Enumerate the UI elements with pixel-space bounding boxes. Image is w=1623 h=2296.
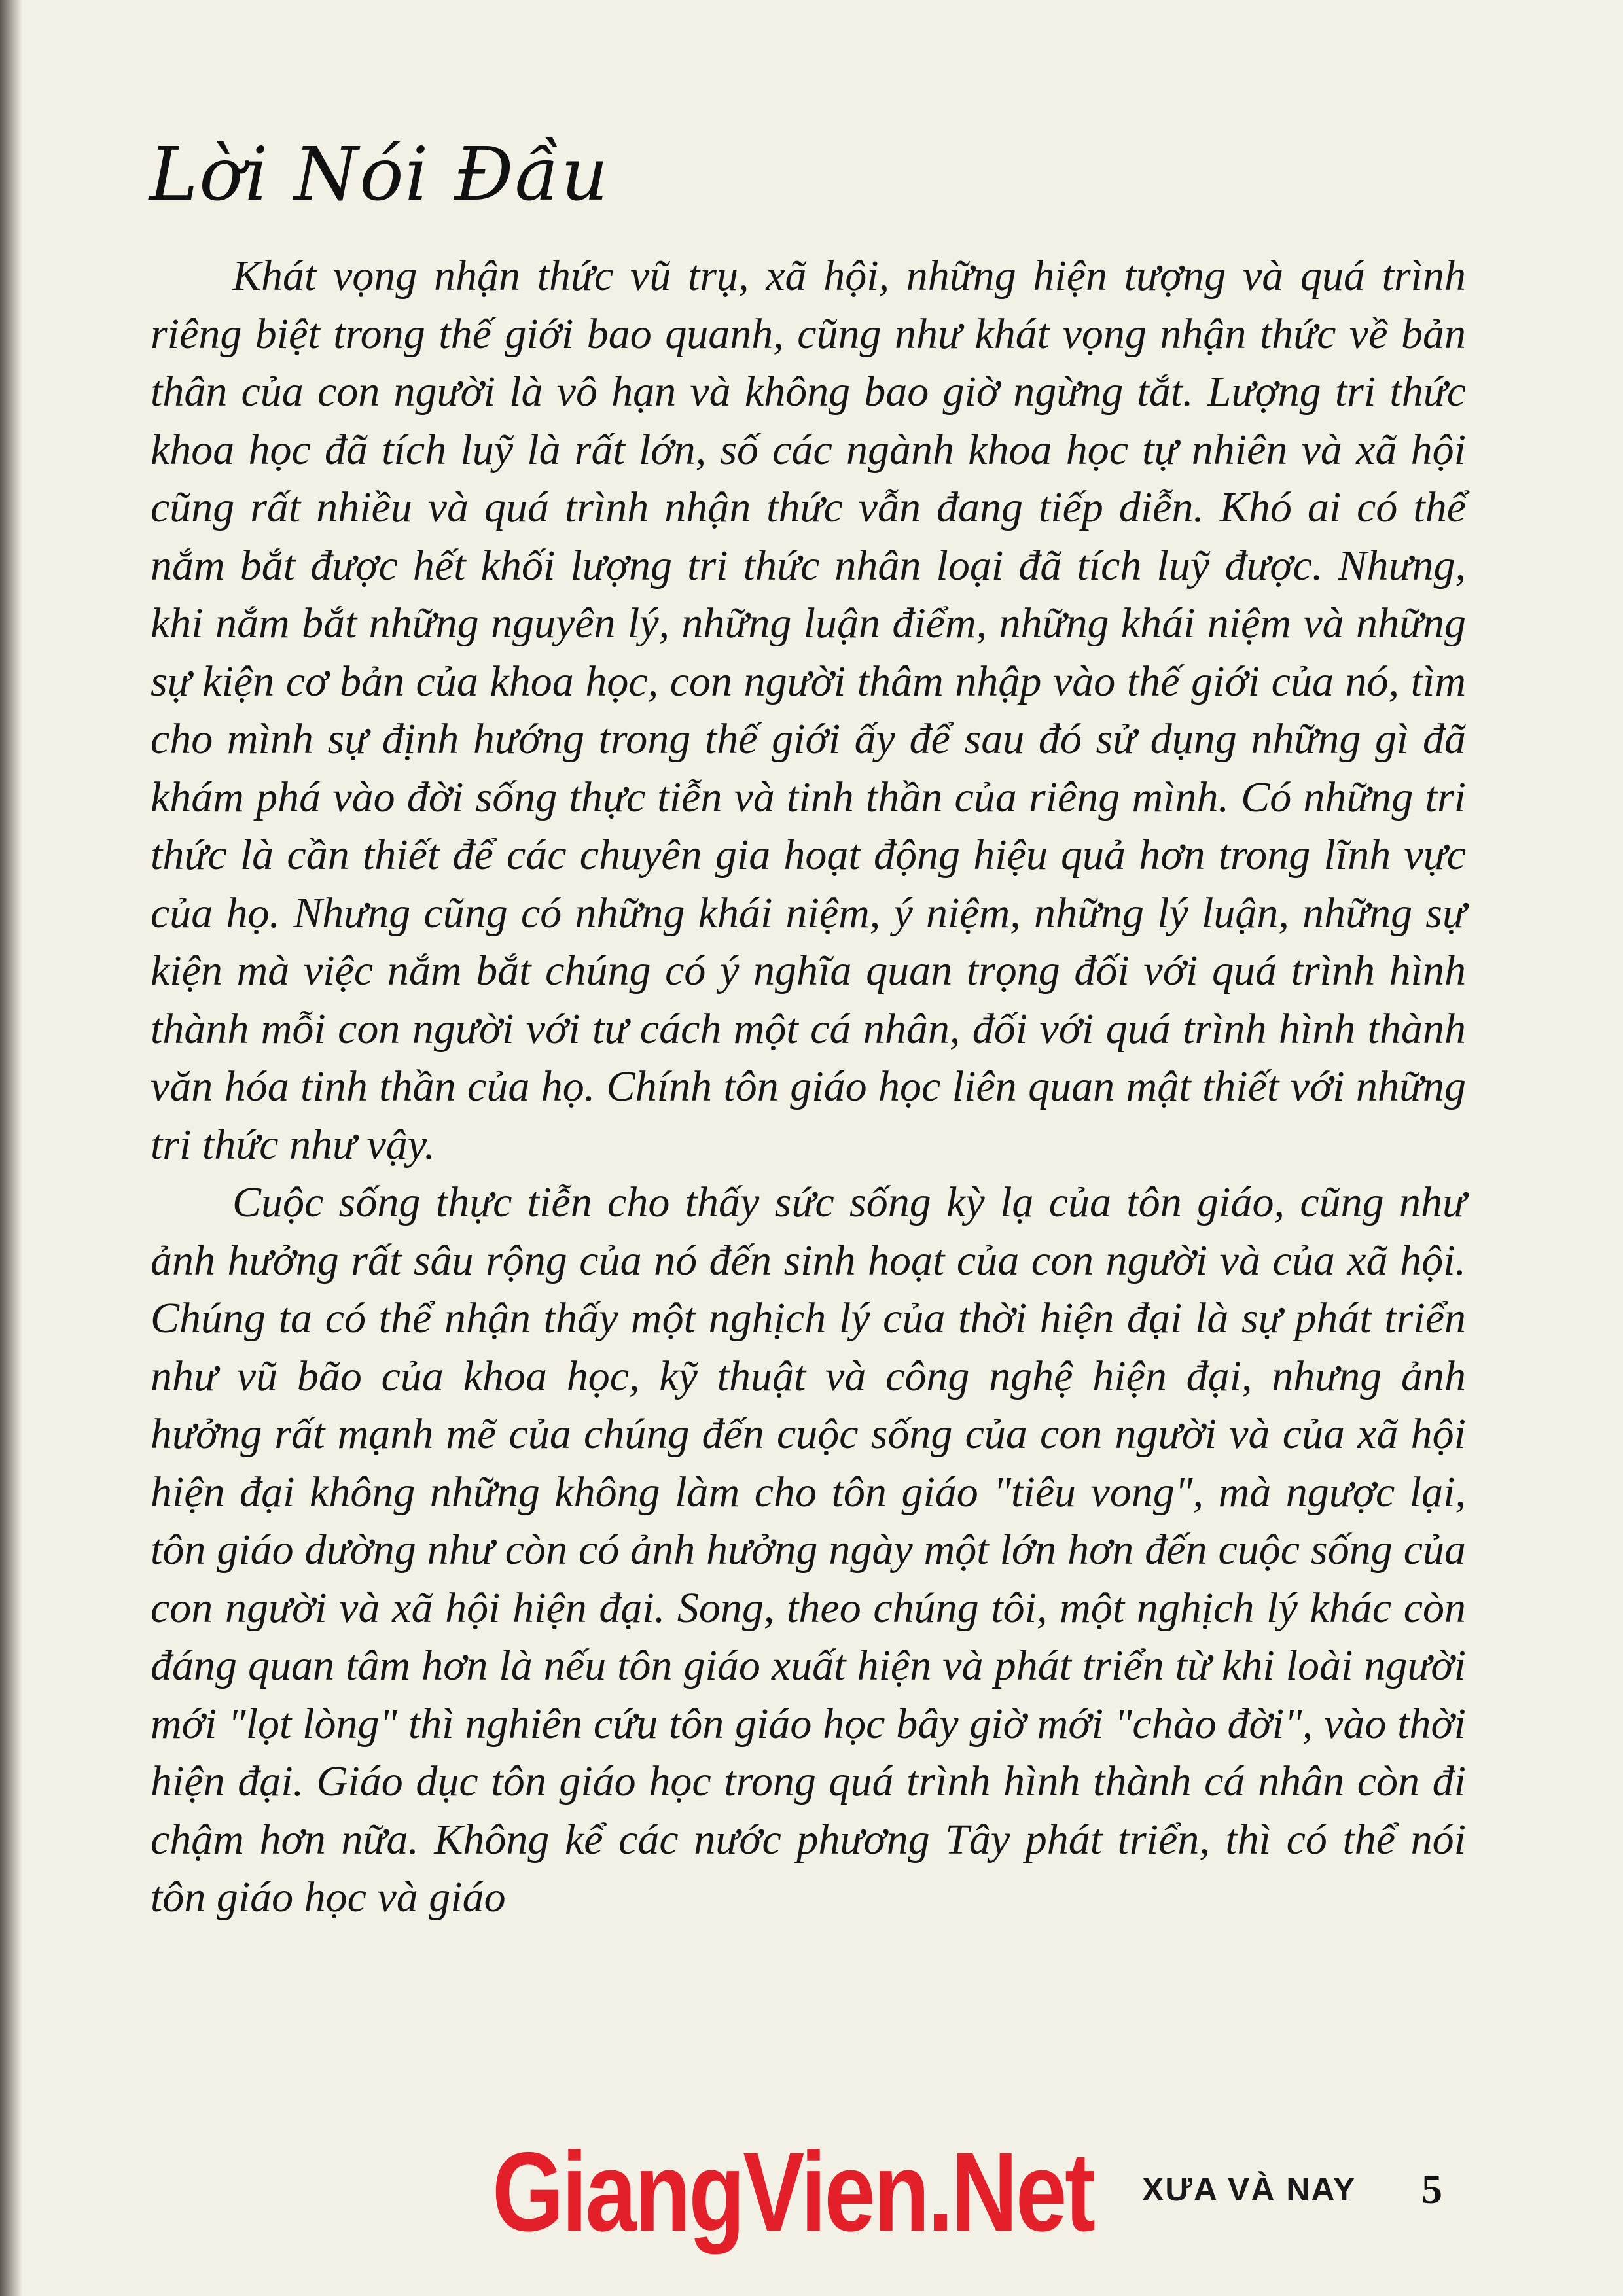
page-title: Lời Nói Đầu [149,132,610,217]
page-number: 5 [1421,2166,1442,2212]
paragraph: Khát vọng nhận thức vũ trụ, xã hội, những hiện tượng và quá trình riêng biệt trong thế giới bao quanh, cũng như khát vọng nhận thức về bản thân của con người là vô hạn và không bao giờ ngừng tắt. Lượng tri thức khoa học đã tích luỹ là rất lớn, số các ngành khoa học tự nhiên và xã hội cũng rất nhiều và quá trình nhận thức vẫn đang tiếp diễn. Khó ai có thể nắm bắt được hết khối lượng tri thức nhân loại đã tích luỹ được. Nhưng, khi nắm bắt những nguyên lý, những luận điểm, những khái niệm và những sự kiện cơ bản của khoa học, con người thâm nhập vào thế giới của nó, tìm cho mình sự định hướng trong thế giới ấy để sau đó sử dụng những gì đã khám phá vào đời sống thực tiễn và tinh thần của riêng mình. Có những tri thức là cần thiết để các chuyên gia hoạt động hiệu quả hơn trong lĩnh vực của họ. Nhưng cũng có những khái niệm, ý niệm, những lý luận, những sự kiện mà việc nắm bắt chúng có ý nghĩa quan trọng đối với quá trình hình thành mỗi con người với tư cách một cá nhân, đối với quá trình hình thành văn hóa tinh thần của họ. Chính tôn giáo học liên quan mật thiết với những tri thức như vậy. [151,252,1466,1169]
page-spine-shadow [0,0,22,2296]
page-footer [0,2129,1623,2255]
body-text [151,247,1466,1927]
running-title: XƯA VÀ NAY [1142,2171,1357,2208]
paragraph: Cuộc sống thực tiễn cho thấy sức sống kỳ lạ của tôn giáo, cũng như ảnh hưởng rất sâu rộng của nó đến sinh hoạt của con người và của xã hội. Chúng ta có thể nhận thấy một nghịch lý của thời hiện đại là sự phát triển như vũ bão của khoa học, kỹ thuật và công nghệ hiện đại, nhưng ảnh hưởng rất mạnh mẽ của chúng đến cuộc sống của con người và của xã hội hiện đại không những không làm cho tôn giáo "tiêu vong", mà ngược lại, tôn giáo dường như còn có ảnh hưởng ngày một lớn hơn đến cuộc sống của con người và xã hội hiện đại. Song, theo chúng tôi, một nghịch lý khác còn đáng quan tâm hơn là nếu tôn giáo xuất hiện và phát triển từ khi loài người mới "lọt lòng" thì nghiên cứu tôn giáo học bây giờ mới "chào đời", vào thời hiện đại. Giáo dục tôn giáo học trong quá trình hình thành cá nhân còn đi chậm hơn nữa. Không kể các nước phương Tây phát triển, thì có thể nói tôn giáo học và giáo [151,1178,1466,1921]
watermark-logo: GiangVien.Net [492,2129,1094,2255]
